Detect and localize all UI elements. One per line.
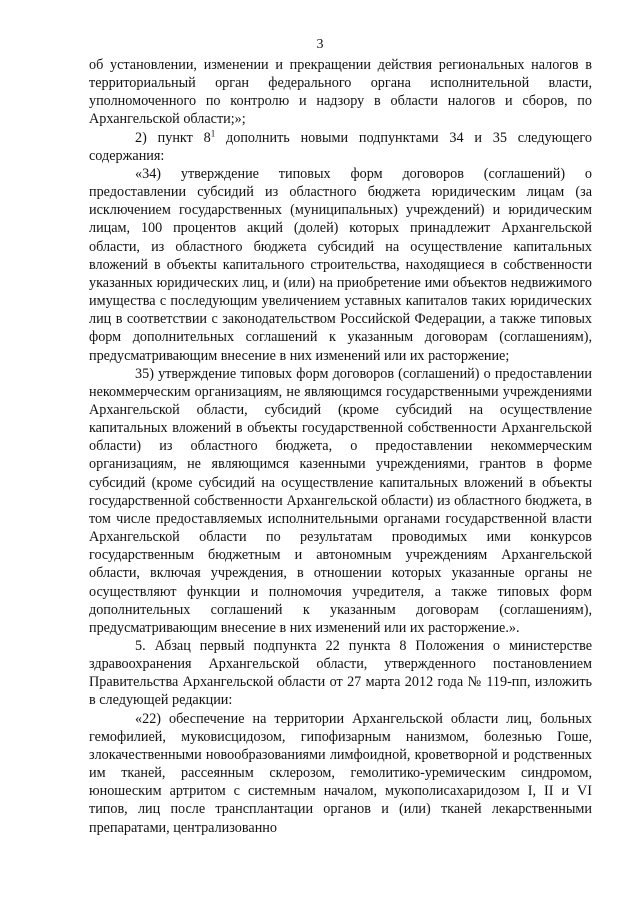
paragraph-subitem-34: «34) утверждение типовых форм договоров (соглашений) о предоставлении субсидий из областного бюджета юридическим лицам (за исключением государственных (муниципальных) учреждений) и юридическим лицам, 100 процентов акций (долей) которых принадлежит Архангельской области, из областного бюджета субсидий на осуществление капитальных вложений в объекты капитального строительства, находящиеся в собственности указанных юридических лиц, и (или) на приобретение ими объектов недвижимого имущества с последующим увеличением уставных капиталов таких юридических лиц в соответствии с законодательством Российской Федерации, а также типовых форм дополнительных соглашений к указанным договорам (соглашениям), предусматривающим внесение в них изменений или их расторжение; <box>89 165 592 364</box>
item-2-text-start: 2) пункт 8 <box>135 129 211 146</box>
paragraph-continuation: об установлении, изменении и прекращении действия региональных налогов в территориальный орган федерального органа исполнительной власти, уполномоченного по контролю и надзору в области налогов и сборов, по Архангельской области;»; <box>89 57 592 128</box>
paragraph-item-5: 5. Абзац первый подпункта 22 пункта 8 Положения о министерстве здравоохранения Архангельской области, утвержденного постановлением Правительства Архангельской области от 27 марта 2012 года № 119-пп, изложить в следующей редакции: <box>89 638 592 709</box>
page-number: 3 <box>316 37 324 52</box>
paragraph-subitem-22: «22) обеспечение на территории Архангельской области лиц, больных гемофилией, муковисцидозом, гипофизарным нанизмом, болезнью Гоше, злокачественными новообразованиями лимфоидной, кроветворной и родственных им тканей, рассеянным склерозом, гемолитико-уремическим синдромом, юношеским артритом с системным началом, мукополисахаридозом I, II и VI типов, лиц после трансплантации органов и (или) тканей лекарственными препаратами, централизованно <box>89 710 592 836</box>
item-2-text-end: дополнить новыми подпунктами 34 и 35 следующего содержания: <box>89 129 592 164</box>
paragraph-item-2 <box>89 129 592 165</box>
paragraph-subitem-35: 35) утверждение типовых форм договоров (соглашений) о предоставлении некоммерческим организациям, не являющимся государственными учреждениями Архангельской области, субсидий (кроме субсидий на осуществление капитальных вложений в объекты государственной собственности Архангельской области) из областного бюджета, о предоставлении некоммерческим организациям, не являющимся казенными учреждениями, грантов в форме субсидий (кроме субсидий на осуществление капитальных вложений в объекты государственной собственности Архангельской области) из областного бюджета, в том числе предоставляемых исполнительными органами государственной власти Архангельской области по результатам проводимых ими конкурсов государственным бюджетным и автономным учреждениям Архангельской области, включая учреждения, в отношении которых указанные органы не осуществляют функции и полномочия учредителя, а также типовых форм дополнительных соглашений к указанным договорам (соглашениям), предусматривающим внесение в них изменений или их расторжение.». <box>89 365 592 636</box>
superscript-number: 1 <box>210 127 216 138</box>
document-body <box>89 56 592 837</box>
